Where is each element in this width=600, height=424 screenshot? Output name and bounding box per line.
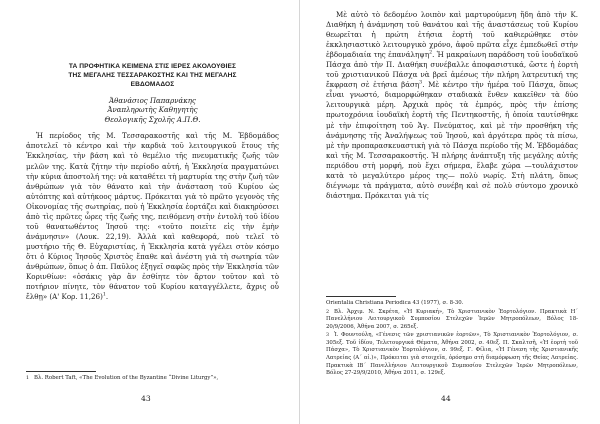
- footnote-number: 3: [326, 332, 330, 338]
- footnote-item: [326, 309, 578, 332]
- footnote-text: Orientalia Christiana Periodica 43 (1977), σ. 8-30.: [326, 300, 464, 306]
- chapter-title-line: ΤΑ ΠΡΟΦΗΤΙΚΑ ΚΕΙΜΕΝΑ ΣΤΙΣ ΙΕΡΕΣ ΑΚΟΛΟΥΘΙΕΣ: [68, 63, 237, 70]
- footnote-rule: [26, 371, 96, 372]
- right-body-text-2: . Ἡ μακραίωνη παράδοση τοῦ ἰουδαϊκοῦ Πάσχα ἀπὸ τὴν Π. Διαθήκη συνέβαλλε ἀποφασιστικά, ὥστε ἡ ἑορτὴ τοῦ χριστιανικοῦ Πάσχα νὰ βρεῖ ἀμέσως τὴν πλήρη λατρευτική της ἔκφραση σὲ ἐτήσια βάση: [326, 50, 578, 90]
- footnote-text: Βλ. Ἀρχιμ. Ν. Σκρέτα, «Ἡ Κυριακή», Τὸ Χριστιανικὸν Ἑορτολόγιον. Πρακτικὰ Η΄ Πανελλήνιου Λειτουργικοῦ Συμποσίου Στελεχῶν Ἱερῶν Μητροπόλεων, Βόλος 18-20/9/2006, Ἀθήνα 2007, σ. 265εξ.: [326, 308, 578, 331]
- footnote-text: Ἰ. Φουντούλη, «Γένεσις τῶν χριστιανικῶν ἑορτῶν», Τὸ Χριστιανικὸν Ἑορτολόγιον, σ. 305εξ. Τοῦ ἰδίου, Τελετουργικά Θέματα, Ἀθήνα 2002, σ. 40εξ. Π. Σκαλτσῆ, «Ἡ ἑορτὴ τοῦ Πάσχα», Τὸ Χριστιανικὸν Ἑορτολόγιον, σ. 99εξ. Γ. Φίλια, «Ἡ Γένεση τῆς Χριστιανικῆς Λατρείας (Α΄ αἰ.)», Πρόκειται γιὰ στοιχεῖα, ὁρόσημο στὴ διαμόρφωση τῆς Θείας Λατρείας. Πρακτικὰ ΙΒ΄ Πανελλήνιου Λειτουργικοῦ Συμποσίου Στελεχῶν Ἱερῶν Μητροπόλεων, Βόλος 27-29/9/2010, Ἀθήνα 2011, σ. 129εξ.: [326, 331, 578, 377]
- page-number-left: 43: [141, 394, 151, 403]
- footnote-number: 1: [26, 376, 30, 381]
- author-position: Ἀναπληρωτὴς Καθηγητὴς: [107, 106, 198, 115]
- right-footnotes: [326, 296, 578, 378]
- footnote-marker[interactable]: 1: [102, 292, 106, 298]
- left-footnotes: [26, 371, 279, 383]
- author-name: Ἀθανάσιος Παπαρνάκης: [109, 96, 196, 105]
- footnote-text: Βλ. Robert Taft, «The Evolution of the Byzantine “Divine Liturgy”»,: [34, 375, 219, 381]
- footnote-rule: [326, 296, 396, 297]
- chapter-title-line: ΕΒΔΟΜΑΔΟΣ: [130, 81, 175, 89]
- right-body-text-3: . Μὲ κέντρο τὴν ἡμέρα τοῦ Πάσχα, ὅπως εἶναι γνωστό, διαμορφώθηκαν σταδιακὰ ἔνθεν κακεῖθεν τὰ δύο λειτουργικὰ μέρη. Ἀρχικὰ πρὸς τὰ ἐμπρός, πρὸς τὴν ἐπίσης πρωτοχρόνια ἰουδαϊκὴ ἑορτὴ τῆς Πεντηκοστῆς, ἡ ὁποία ταυτίσθηκε μὲ τὴν ἐπιφοίτηση τοῦ Ἁγ. Πνεύματος, καὶ μὲ τὴν προσθήκη τῆς ἀνάμνησης τῆς Ἀναλήψεως τοῦ Ἰησοῦ, καὶ ἀργότερα πρὸς τὰ πίσω, μὲ τὴν προπαρασκευαστικὴ γιὰ τὸ Πάσχα περίοδο τῆς Μ. Ἑβδομάδας καὶ τῆς Μ. Τεσσαρακοστῆς. Ἡ πλήρης ἀνάπτυξη τῆς μεγάλης αὐτῆς περιόδου στὴ μορφή, ποὺ ἔχει σήμερα, ἔλαβε χώρα —τουλάχιστον κατὰ τὸ μεγαλύτερο μέρος της— πολὺ νωρίς. Στὴ πλάτη, ὅπως διέγνωμε τὰ πράγματα, αὐτὸ συνέβη καὶ σὲ πολὺ σύντομο χρονικὸ διάστημα. Πρόκειται γιὰ τίς: [326, 80, 578, 200]
- right-body-paragraph: [326, 10, 578, 201]
- chapter-title: [26, 62, 279, 90]
- left-page: [0, 0, 299, 424]
- footnote-number: 2: [326, 309, 330, 315]
- footnote-marker[interactable]: 2: [429, 50, 433, 56]
- right-body-text-1: Μὲ αὐτὸ τὸ δεδομένο λοιπὸν καὶ μαρτυρούμενη ἤδη ἀπὸ τὴν Κ. Διαθήκη ἡ ἀνάμνηση τοῦ θανάτου καὶ τῆς ἀναστάσεως τοῦ Κυρίου θεωρεῖται ἡ πρώτη ἑτήσια ἑορτὴ τοῦ καθιερώθηκε στὸν ἐκκλησιαστικὸ λειτουργικὸ χρόνο, ἀφοῦ πρῶτα εἶχε ἐμπεδωθεῖ στὴν ἑβδομαδιαία της ἐπανάληψη: [326, 10, 578, 60]
- left-body-paragraph: Ἡ περίοδος τῆς Μ. Τεσσαρακοστῆς καὶ τῆς Μ. Ἑβδομάδος ἀποτελεῖ τὸ κέντρο καὶ τὴν καρδιὰ τοῦ λειτουργικοῦ ἔτους τῆς Ἐκκλησίας, τὴν βάση καὶ τὸ θεμέλιο τῆς πνευματικῆς ζωῆς τῶν μελῶν της. Κατὰ ζήτην τὴν περίοδο αὐτή, ἡ Ἐκκλησία πραγματώνει τὴν κύρια ἀποστολή της: νὰ καταθέτει τὴ μαρτυρία της στὴν ζωὴ τῶν ἀνθρώπων γιὰ τὸν θάνατο καὶ τὴν ἀνάσταση τοῦ Κυρίου ὡς αὐτόπτης καὶ αὐτήκοος μάρτυς. Πρόκειται γιὰ τὸ πρῶτο γεγονὸς τῆς Οἰκονομίας τῆς σωτηρίας, ποὺ ἡ Ἐκκλησία ἑορτάζει καὶ διακηρύσσει ἀπὸ τὶς πρῶτες ὧρες τῆς ζωῆς της, πειθόμενη στὴν ἐντολὴ τοῦ ἰδίου τοῦ θανατωθέντος Ἰησοῦ της: «τοῦτο ποιεῖτε εἰς τὴν ἐμὴν ἀνάμνησιν» (Λουκ. 22,19). Ἀλλὰ καὶ καθεφορά, ποὺ τελεῖ τὸ μυστήριο τῆς Θ. Εὐχαριστίας, ἡ Ἐκκλησία κατὰ γγέλει στὸν κόσμο ὅτι ὁ Κύριος Ἰησοῦς Χριστὸς ἔπαθε καὶ ἀνέστη γιὰ τὴ σωτηρία τῶν ἀνθρώπων, ὅπως ὁ ἀπ. Παῦλος ἐξηγεῖ σαφῶς πρὸς τὴν Ἐκκλησία τῶν Κορινθίων: «ὁσάκις γὰρ ἂν ἐσθίητε τὸν ἄρτον τοῦτον καὶ τὸ ποτήριον πίνητε, τὸν θάνατον τοῦ Κυρίου καταγγέλλετε, ἄχρις οὗ ἔλθῃ» (Α' Κορ. 11,26)$^1$.: [26, 131, 279, 302]
- footnote-continuation: [326, 300, 578, 308]
- footnote-marker[interactable]: 3: [419, 80, 423, 86]
- footnote-item: [26, 375, 279, 383]
- author-block: [26, 97, 279, 126]
- page-number-right: 44: [441, 394, 451, 403]
- left-body-text: Ἡ περίοδος τῆς Μ. Τεσσαρακοστῆς καὶ τῆς Μ. Ἑβδομάδος ἀποτελεῖ τὸ κέντρο καὶ τὴν καρδιὰ τοῦ λειτουργικοῦ ἔτους τῆς Ἐκκλησίας, τὴν βάση καὶ τὸ θεμέλιο τῆς πνευματικῆς ζωῆς τῶν μελῶν της. Κατὰ ζήτην τὴν περίοδο αὐτή, ἡ Ἐκκλησία πραγματώνει τὴν κύρια ἀποστολή της: νὰ καταθέτει τὴ μαρτυρία της στὴν ζωὴ τῶν ἀνθρώπων γιὰ τὸν θάνατο καὶ τὴν ἀνάσταση τοῦ Κυρίου ὡς αὐτόπτης καὶ αὐτήκοος μάρτυς. Πρόκειται γιὰ τὸ πρῶτο γεγονὸς τῆς Οἰκονομίας τῆς σωτηρίας, ποὺ ἡ Ἐκκλησία ἑορτάζει καὶ διακηρύσσει ἀπὸ τὶς πρῶτες ὧρες τῆς ζωῆς της, πειθόμενη στὴν ἐντολὴ τοῦ ἰδίου τοῦ θανατωθέντος Ἰησοῦ της: «τοῦτο ποιεῖτε εἰς τὴν ἐμὴν ἀνάμνησιν» (Λουκ. 22,19). Ἀλλὰ καὶ καθεφορά, ποὺ τελεῖ τὸ μυστήριο τῆς Θ. Εὐχαριστίας, ἡ Ἐκκλησία κατὰ γγέλει στὸν κόσμο ὅτι ὁ Κύριος Ἰησοῦς Χριστὸς ἔπαθε καὶ ἀνέστη γιὰ τὴ σωτηρία τῶν ἀνθρώπων, ὅπως ὁ ἀπ. Παῦλος ἐξηγεῖ σαφῶς πρὸς τὴν Ἐκκλησία τῶν Κορινθίων: «ὁσάκις γὰρ ἂν ἐσθίητε τὸν ἄρτον τοῦτον καὶ τὸ ποτήριον πίνητε, τὸν θάνατον τοῦ Κυρίου καταγγέλλετε, ἄχρις οὗ ἔλθῃ» (Α' Κορ. 11,26): [26, 131, 279, 302]
- footnote-item: [326, 332, 578, 378]
- author-affiliation: Θεολογικῆς Σχολῆς Α.Π.Θ.: [104, 115, 201, 124]
- chapter-title-line: ΤΗΣ ΜΕΓΑΛΗΣ ΤΕΣΣΑΡΑΚΟΣΤΗΣ ΚΑΙ ΤΗΣ ΜΕΓΑΛΗΣ: [68, 72, 237, 80]
